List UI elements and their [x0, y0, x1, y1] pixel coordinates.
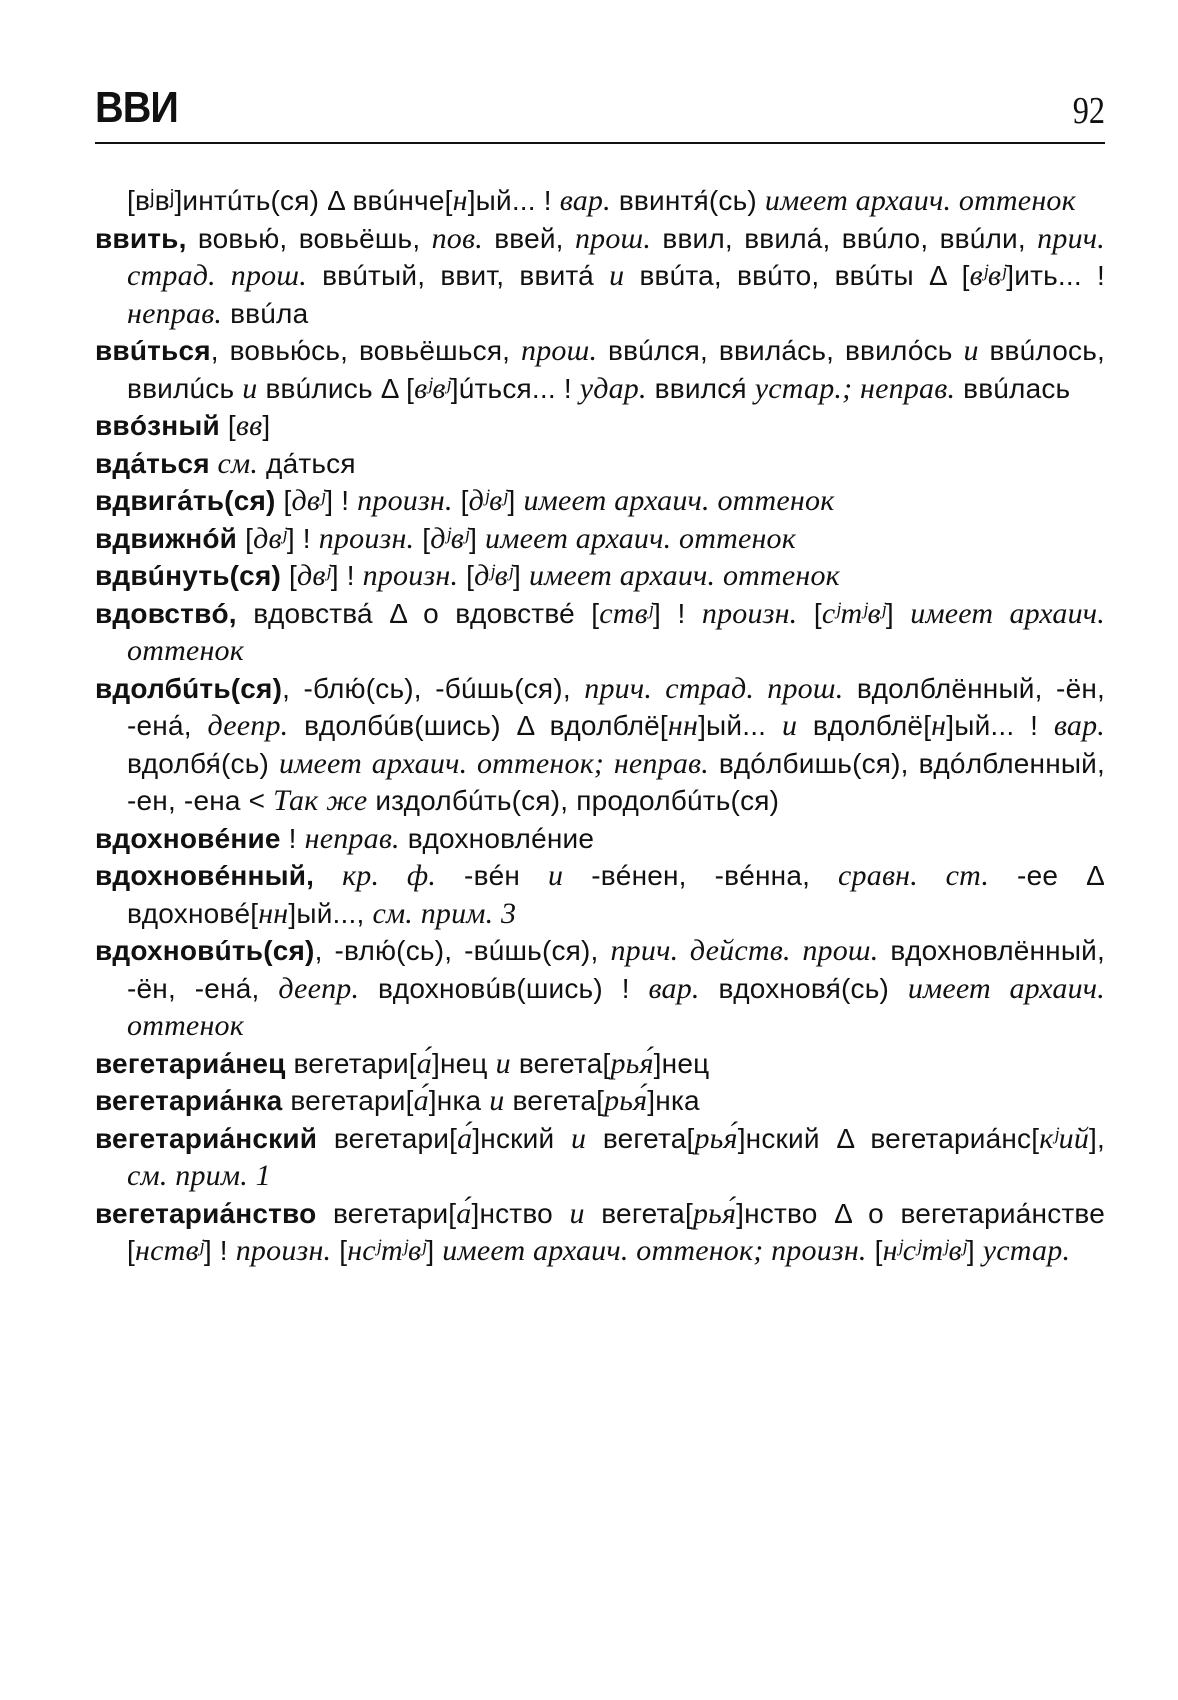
label-text: имеет архаич. оттенок [528, 559, 840, 592]
entry-text: ]нец [432, 1047, 496, 1079]
entry-text: [ [414, 522, 431, 554]
entry-text: вдохновлéние [399, 822, 595, 854]
dictionary-entry [95, 857, 1105, 932]
label-text: неправ. [127, 296, 223, 330]
entry-text: [ [452, 485, 469, 516]
label-text: кʲий [1039, 1121, 1090, 1155]
label-text: а́ [413, 1084, 429, 1117]
entry-text: ! [280, 822, 305, 854]
label-text: вар. [648, 971, 700, 1005]
entry-text: ]нский [472, 1122, 571, 1154]
dictionary-entry [95, 520, 1105, 558]
entry-text: вдолблё[ [797, 710, 932, 741]
entry-text: ввил, ввила́, ввúло, ввúли, [651, 222, 1038, 254]
label-text: н [931, 709, 947, 742]
entry-text: вегета[ [504, 1085, 605, 1116]
label-text: и [609, 259, 625, 292]
headword: ввóзный [95, 410, 220, 441]
label-text: вʲвʲ [969, 259, 1007, 292]
entry-text: [ [237, 522, 254, 554]
entry-text: , вовью́сь, вовьёшься, [210, 335, 522, 366]
label-text: имеет архаич. оттенок [127, 596, 1105, 667]
headword: вдохновúть(ся) [95, 935, 315, 966]
label-text: рья́ [694, 1121, 738, 1155]
entry-text: вегетари[ [316, 1197, 457, 1229]
entry-text: [вʲвʲ]интúть(ся) Δ ввúнче[ [127, 185, 453, 216]
dictionary-entry [95, 482, 1105, 520]
label-text: рья́ [604, 1084, 648, 1117]
label-text: прош. [521, 334, 598, 367]
label-text: вв [235, 409, 263, 442]
entry-text: ]úться... ! [450, 372, 580, 404]
entry-text: издолбúть(ся), продолбúть(ся) [367, 785, 780, 816]
label-text: произн. [235, 1234, 332, 1267]
label-text: Так же [273, 784, 368, 817]
label-text: прош. [574, 221, 652, 255]
headword: вдохновéнный, [95, 860, 315, 891]
entry-text: вдолбя́(сь) [127, 747, 279, 779]
headword: вдовствó, [95, 597, 237, 629]
entry-text: вегета[ [584, 1197, 693, 1229]
headword: вдвúнуть(ся) [95, 560, 282, 591]
entry-text: ]ый..., [288, 897, 373, 929]
headword: вдолбúть(ся) [95, 672, 283, 704]
entry-text: ввúлась [955, 372, 1071, 404]
label-text: имеет архаич. оттенок [764, 184, 1076, 217]
entry-text: ] ! [330, 560, 363, 591]
label-text: а́ [456, 1196, 472, 1230]
label-text: прич. страд. прош. [584, 671, 844, 705]
dictionary-entry [95, 332, 1105, 407]
entry-text: [ [275, 485, 292, 516]
entry-text: -вéнен, -вéнна, [563, 860, 839, 891]
label-text: дʲвʲ [474, 559, 513, 592]
label-text: и [781, 709, 798, 742]
label-text: дʲвʲ [430, 521, 470, 555]
entry-text: ввúта, ввúто, ввúты Δ [ [624, 260, 970, 291]
entry-text: ]нка [428, 1085, 490, 1116]
entry-text: вегета[ [510, 1047, 611, 1079]
label-text: имеет архаич. оттенок; неправ. [279, 746, 709, 780]
entry-text: ]нство [471, 1197, 570, 1229]
label-text: неправ. [304, 821, 400, 855]
entry-text: да́ться [258, 447, 356, 479]
dictionary-entry [95, 1195, 1105, 1270]
entry-text: ] [507, 485, 524, 516]
entry-text: [ [219, 410, 236, 441]
label-text: рья́ [692, 1196, 737, 1230]
entry-text: ]ый... ! [946, 710, 1054, 741]
label-text: и [495, 1046, 511, 1080]
label-text: и [242, 371, 258, 405]
entry-list [95, 182, 1105, 1270]
label-text: прич. действ. прош. [610, 934, 879, 967]
label-text: пов. [431, 221, 483, 255]
entry-text: вдóлбишь(ся), вдóлбленный, -ен, -ена < [127, 747, 1106, 816]
entry-text: ]ый... ! [467, 185, 560, 216]
label-text: а́ [416, 1046, 432, 1080]
page-number: 92 [1072, 90, 1105, 132]
entry-text: ]ый... [698, 710, 782, 741]
entry-text: ввúтый, ввит, ввита́ [306, 260, 610, 291]
entry-text: ]нство Δ о вегетариа́нстве [ [127, 1197, 1105, 1266]
entry-text: [ [458, 560, 475, 591]
entry-text: ] ! [286, 522, 319, 554]
entry-text: -вéн [436, 860, 549, 891]
entry-text: ввúлись Δ [ [257, 372, 415, 404]
entry-text: ввился́ [646, 372, 755, 404]
label-text: нствʲ [134, 1234, 204, 1267]
dictionary-entry [95, 557, 1105, 595]
label-text: имеет архаич. оттенок [523, 484, 835, 517]
entry-text: ввúлся, ввила́сь, ввило́сь [597, 335, 964, 366]
label-text: см. прим. 3 [372, 896, 517, 930]
entry-text: [ [866, 1235, 883, 1266]
label-text: ствʲ [599, 596, 654, 630]
label-text: дʲвʲ [468, 484, 508, 517]
label-text: вар. [559, 184, 611, 217]
dictionary-entry [95, 1082, 1105, 1120]
label-text: имеет архаич. оттенок; произн. [442, 1234, 867, 1267]
label-text: сравн. ст. [838, 859, 990, 892]
label-text: нсʲтʲвʲ [347, 1234, 427, 1267]
entry-text: ] [885, 597, 911, 629]
header-rule [95, 142, 1105, 144]
label-text: двʲ [253, 521, 287, 555]
entry-text: ]нский Δ вегетариа́нс[ [737, 1122, 1040, 1154]
entry-text: ] [426, 1235, 443, 1266]
entry-text: вегетари[ [285, 1047, 417, 1079]
label-text: деепр. [207, 709, 289, 742]
label-text: устар. [982, 1234, 1071, 1267]
entry-text: ] ! [203, 1235, 236, 1266]
dictionary-entry [95, 445, 1105, 483]
entry-text: [ [797, 597, 822, 629]
entry-text: вдовства́ Δ о вдовстве́ [ [236, 597, 600, 629]
label-text: см. [209, 446, 259, 480]
entry-text: вегетари[ [317, 1122, 458, 1154]
entry-text: ] [262, 410, 271, 441]
headword: вдвига́ть(ся) [95, 485, 276, 516]
label-text: удар. [579, 371, 647, 405]
dictionary-entry [95, 595, 1105, 670]
entry-text: -ее Δ вдохновé[ [127, 860, 1105, 929]
label-text: и [570, 1121, 587, 1155]
entry-text: вдолблённый, -ён, -ена́, [127, 672, 1105, 741]
dictionary-entry [95, 407, 1105, 445]
headword: вда́ться [95, 447, 210, 479]
entry-text: ]нка [647, 1085, 700, 1116]
entry-text: ]нец [653, 1047, 710, 1079]
page-header [95, 78, 1105, 130]
headword: вегетариа́нский [95, 1122, 318, 1154]
headword: вдохновéние [95, 822, 281, 854]
entry-text: ] ! [653, 597, 702, 629]
entry-text: ], [1089, 1122, 1105, 1154]
entry-text: вегета[ [586, 1122, 695, 1154]
entry-text: ввей, [482, 222, 575, 254]
label-text: а́ [457, 1121, 473, 1155]
label-text: рья́ [610, 1046, 654, 1080]
label-text: двʲ [296, 559, 331, 592]
label-text: вʲвʲ [414, 371, 451, 405]
entry-text: ] [469, 522, 486, 554]
running-head: ВВИ [95, 83, 178, 132]
dictionary-entry [95, 932, 1105, 1045]
entry-text: , -влю́(сь), -вúшь(ся), [314, 935, 611, 966]
label-text: вар. [1053, 709, 1105, 742]
entry-text: вдохновлённый, -ён, -ена́, [127, 935, 1105, 1004]
entry-text: ] [966, 1235, 983, 1266]
label-text: и [963, 334, 979, 367]
entry-text: вдохновя́(сь) [699, 972, 908, 1004]
entry-text: ] [513, 560, 529, 591]
entry-text: ]ить... ! [1006, 260, 1106, 291]
dictionary-entry [95, 1045, 1105, 1083]
entry-text: ввúла [222, 297, 309, 329]
label-text: и [548, 859, 564, 892]
label-text: деепр. [278, 971, 360, 1005]
label-text: см. прим. 1 [127, 1159, 271, 1192]
label-text: кр. ф. [342, 859, 437, 892]
label-text: имеет архаич. оттенок [127, 971, 1105, 1042]
label-text: и [569, 1196, 585, 1230]
headword: ввúться [95, 335, 211, 366]
label-text: сʲтʲвʲ [821, 596, 886, 630]
headword: вдвижнóй [95, 522, 238, 554]
headword: вегетариа́нец [95, 1047, 286, 1079]
label-text: произн. [357, 484, 453, 517]
label-text: нʲсʲтʲвʲ [882, 1234, 967, 1267]
label-text: двʲ [291, 484, 326, 517]
entry-text: ] ! [325, 485, 358, 516]
entry-text: , -блю́(сь), -бúшь(ся), [282, 672, 585, 704]
entry-text [314, 860, 342, 891]
label-text: произн. [318, 521, 415, 555]
entry-text: ввинтя́(сь) [610, 185, 765, 216]
label-text: и [489, 1084, 505, 1117]
label-text: произн. [701, 596, 798, 630]
headword: вегетариа́нка [95, 1085, 283, 1116]
dictionary-entry [95, 820, 1105, 858]
entry-continuation [95, 182, 1105, 220]
dictionary-entry [95, 1120, 1105, 1195]
entry-text: вегетари[ [282, 1085, 414, 1116]
label-text: прич. страд. прош. [127, 221, 1105, 292]
headword: ввить, [95, 222, 187, 254]
label-text: устар.; неправ. [754, 371, 956, 405]
entry-text: [ [281, 560, 297, 591]
dictionary-page [95, 78, 1105, 1270]
label-text: имеет архаич. оттенок [485, 521, 796, 555]
label-text: произн. [362, 559, 459, 592]
entry-text: вдолбúв(шись) Δ вдолблё[ [288, 710, 668, 741]
label-text: нн [667, 709, 699, 742]
dictionary-entry [95, 220, 1105, 333]
entry-text: вовью́, вовьёшь, [186, 222, 432, 254]
headword: вегетариа́нство [95, 1197, 317, 1229]
entry-text: [ [331, 1235, 348, 1266]
entry-text: ввúлось, ввилúсь [127, 335, 1106, 404]
dictionary-entry [95, 670, 1105, 820]
label-text: нн [258, 896, 289, 930]
label-text: н [452, 184, 468, 217]
entry-text: вдохновúв(шись) ! [359, 972, 649, 1004]
